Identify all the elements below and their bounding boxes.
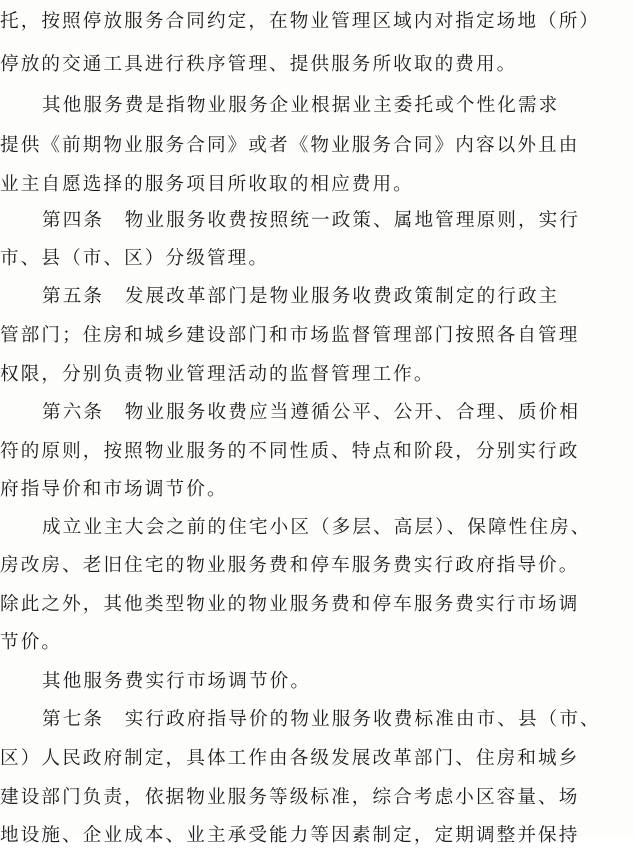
text-line: 府指导价和市场调节价。 [0, 479, 228, 500]
text-line: 节价。 [0, 632, 63, 653]
article-6-line: 第六条 物业服务收费应当遵循公平、公开、合理、质价相 [42, 402, 581, 423]
paragraph-start-line: 其他服务费实行市场调节价。 [42, 671, 312, 692]
article-7-line: 第七条 实行政府指导价的物业服务收费标准由市、县（市、 [42, 709, 601, 730]
text-line: 符的原则，按照物业服务的不同性质、特点和阶段，分别实行政 [0, 441, 580, 462]
article-4-line: 第四条 物业服务收费按照统一政策、属地管理原则，实行 [42, 210, 581, 231]
text-line: 业主自愿选择的服务项目所收取的相应费用。 [0, 174, 414, 195]
paragraph-start-line: 成立业主大会之前的住宅小区（多层、高层）、保障性住房、 [42, 517, 592, 538]
text-line: 房改房、老旧住宅的物业服务费和停车服务费实行政府指导价。 [0, 555, 580, 576]
text-line: 管部门；住房和城乡建设部门和市场监督管理部门按照各自管理 [0, 325, 580, 346]
text-line: 地设施、企业成本、业主承受能力等因素制定，定期调整并保持 [0, 825, 580, 846]
text-line: 停放的交通工具进行秩序管理、提供服务所收取的费用。 [0, 54, 518, 75]
article-5-line: 第五条 发展改革部门是物业服务收费政策制定的行政主 [42, 286, 560, 307]
text-line: 除此之外，其他类型物业的物业服务费和停车服务费实行市场调 [0, 594, 580, 615]
text-line: 区）人民政府制定，具体工作由各级发展改革部门、住房和城乡 [0, 748, 580, 769]
text-line: 权限，分别负责物业管理活动的监督管理工作。 [0, 364, 435, 385]
text-line: 提供《前期物业服务合同》或者《物业服务合同》内容以外且由 [0, 135, 580, 156]
text-line: 建设部门负责，依据物业服务等级标准，综合考虑小区容量、场 [0, 787, 580, 808]
text-line: 市、县（市、区）分级管理。 [0, 248, 270, 269]
text-line: 托，按照停放服务合同约定，在物业管理区域内对指定场地（所） [0, 11, 601, 32]
paragraph-start-line: 其他服务费是指物业服务企业根据业主委托或个性化需求 [42, 95, 560, 116]
